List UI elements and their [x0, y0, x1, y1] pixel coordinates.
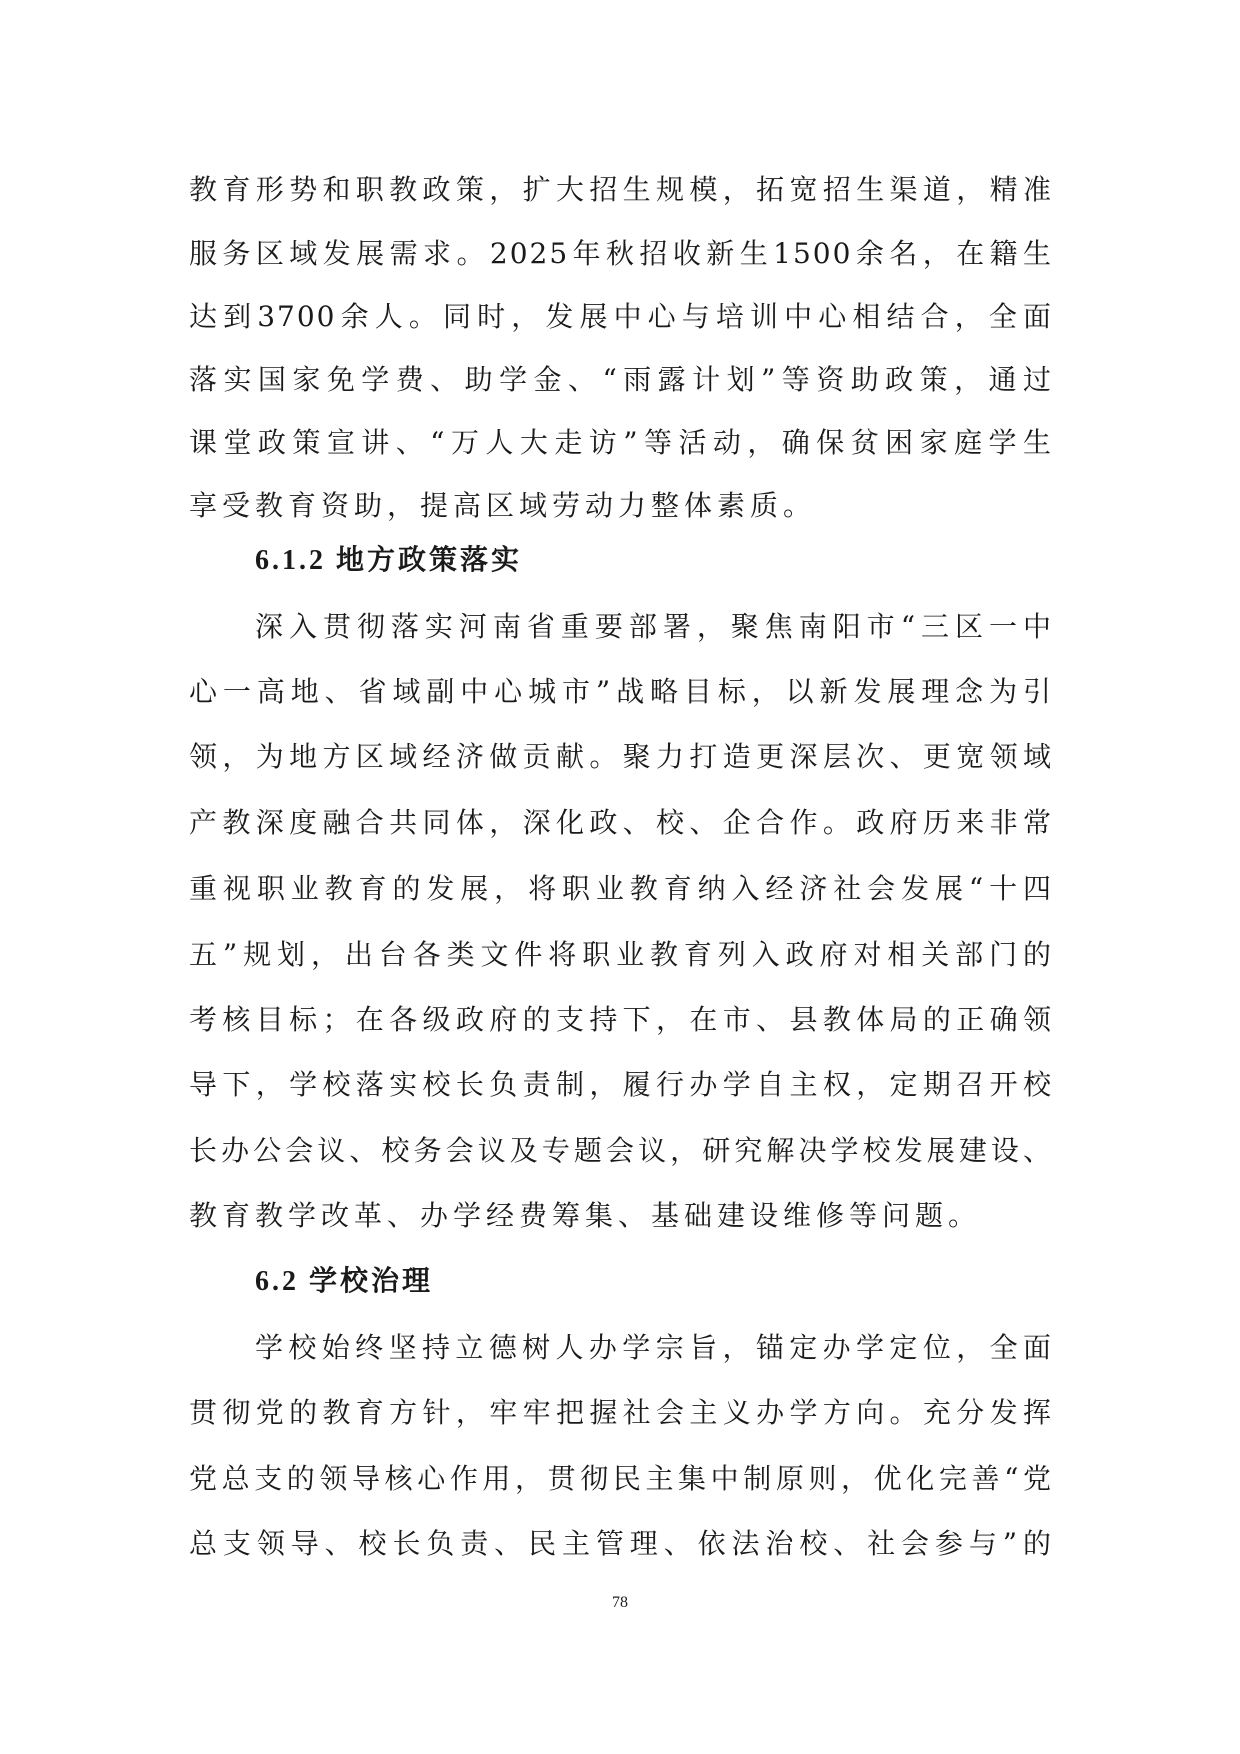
text-line: 贯彻党的教育方针，牢牢把握社会主义办学方向。充分发挥	[189, 1396, 1053, 1429]
section-heading-6-2: 6.2 学校治理	[255, 1266, 434, 1297]
text-line: 课堂政策宣讲、“万人大走访”等活动，确保贫困家庭学生	[189, 426, 1053, 459]
text-line: 考核目标；在各级政府的支持下，在市、县教体局的正确领	[189, 1003, 1053, 1036]
text-line: 五”规划，出台各类文件将职业教育列入政府对相关部门的	[189, 938, 1053, 971]
text-line: 服务区域发展需求。2025年秋招收新生1500余名，在籍生	[189, 237, 1053, 270]
text-line: 学校始终坚持立德树人办学宗旨，锚定办学定位，全面	[255, 1331, 1053, 1364]
text-line: 党总支的领导核心作用，贯彻民主集中制原则，优化完善“党	[189, 1462, 1053, 1495]
text-line: 重视职业教育的发展，将职业教育纳入经济社会发展“十四	[189, 872, 1053, 905]
text-line: 教育教学改革、办学经费筹集、基础建设维修等问题。	[189, 1199, 982, 1232]
text-line: 深入贯彻落实河南省重要部署，聚焦南阳市“三区一中	[255, 610, 1053, 643]
text-line: 导下，学校落实校长负责制，履行办学自主权，定期召开校	[189, 1068, 1053, 1101]
text-line: 享受教育资助，提高区域劳动力整体素质。	[189, 489, 817, 522]
text-line: 产教深度融合共同体，深化政、校、企合作。政府历来非常	[189, 806, 1053, 839]
page-number: 78	[612, 1594, 628, 1611]
text-line: 达到3700余人。同时，发展中心与培训中心相结合，全面	[189, 300, 1053, 333]
text-line: 总支领导、校长负责、民主管理、依法治校、社会参与”的	[189, 1527, 1053, 1560]
text-line: 领，为地方区域经济做贡献。聚力打造更深层次、更宽领域	[189, 740, 1053, 773]
section-heading-6-1-2: 6.1.2 地方政策落实	[255, 545, 523, 576]
text-line: 落实国家免学费、助学金、“雨露计划”等资助政策，通过	[189, 363, 1053, 396]
text-line: 教育形势和职教政策，扩大招生规模，拓宽招生渠道，精准	[189, 173, 1053, 206]
text-line: 心一高地、省域副中心城市”战略目标，以新发展理念为引	[189, 675, 1053, 708]
text-line: 长办公会议、校务会议及专题会议，研究解决学校发展建设、	[189, 1134, 1053, 1167]
